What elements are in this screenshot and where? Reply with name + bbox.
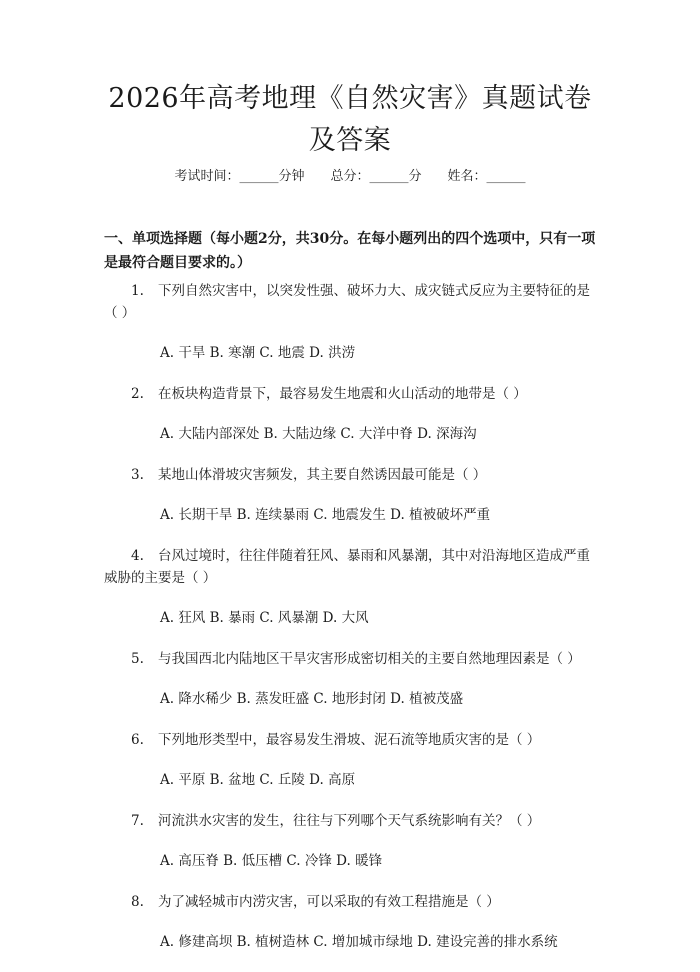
- question-number: 6.: [131, 732, 144, 748]
- question-options: A. 降水稀少 B. 蒸发旺盛 C. 地形封闭 D. 植被茂盛: [160, 691, 464, 707]
- question-item: [104, 729, 601, 791]
- question-number: 2.: [131, 386, 144, 402]
- question-item: [104, 383, 601, 445]
- question-stem: 台风过境时，往往伴随着狂风、暴雨和风暴潮，其中对沿海地区造成严重威胁的主要是（ ）: [104, 548, 590, 586]
- question-number: 5.: [131, 651, 144, 667]
- section-heading: 一、单项选择题（每小题2分，共30分。在每小题列出的四个选项中，只有一项是最符合题目要求的。）: [104, 231, 596, 271]
- question-stem: 与我国西北内陆地区干旱灾害形成密切相关的主要自然地理因素是（ ）: [158, 651, 581, 667]
- question-options: A. 高压脊 B. 低压槽 C. 冷锋 D. 暖锋: [160, 853, 383, 869]
- question-number: 4.: [131, 548, 144, 564]
- question-options: A. 平原 B. 盆地 C. 丘陵 D. 高原: [160, 772, 356, 788]
- page-title: 2026年高考地理《自然灾害》真题试卷及答案: [108, 83, 592, 156]
- question-number: 7.: [131, 813, 144, 829]
- question-options: A. 长期干旱 B. 连续暴雨 C. 地震发生 D. 植被破坏严重: [160, 507, 491, 523]
- question-item: [104, 464, 601, 526]
- name-field: 姓名：______: [447, 169, 526, 184]
- question-number: 3.: [131, 467, 144, 483]
- exam-info-line: [0, 167, 700, 187]
- question-stem: 某地山体滑坡灾害频发，其主要自然诱因最可能是（ ）: [158, 467, 487, 483]
- question-item: [104, 891, 601, 953]
- question-options: A. 大陆内部深处 B. 大陆边缘 C. 大洋中脊 D. 深海沟: [160, 426, 477, 442]
- question-stem: 下列地形类型中，最容易发生滑坡、泥石流等地质灾害的是（ ）: [158, 732, 541, 748]
- question-stem: 河流洪水灾害的发生，往往与下列哪个天气系统影响有关？（ ）: [158, 813, 541, 829]
- question-stem: 下列自然灾害中，以突发性强、破坏力大、成灾链式反应为主要特征的是（ ）: [104, 283, 590, 321]
- question-item: [104, 810, 601, 872]
- question-item: [104, 545, 601, 629]
- question-list: [104, 280, 601, 972]
- question-stem: 为了减轻城市内涝灾害，可以采取的有效工程措施是（ ）: [158, 894, 500, 910]
- question-options: A. 狂风 B. 暴雨 C. 风暴潮 D. 大风: [160, 610, 369, 626]
- question-number: 1.: [131, 283, 144, 299]
- question-item: [104, 648, 601, 710]
- question-item: [104, 280, 601, 364]
- question-number: 8.: [131, 894, 144, 910]
- question-stem: 在板块构造背景下，最容易发生地震和火山活动的地带是（ ）: [158, 386, 527, 402]
- question-options: A. 修建高坝 B. 植树造林 C. 增加城市绿地 D. 建设完善的排水系统: [160, 934, 558, 950]
- question-options: A. 干旱 B. 寒潮 C. 地震 D. 洪涝: [160, 345, 356, 361]
- total-score-field: 总分：______分: [330, 169, 422, 184]
- exam-time-field: 考试时间：______分钟: [174, 169, 305, 184]
